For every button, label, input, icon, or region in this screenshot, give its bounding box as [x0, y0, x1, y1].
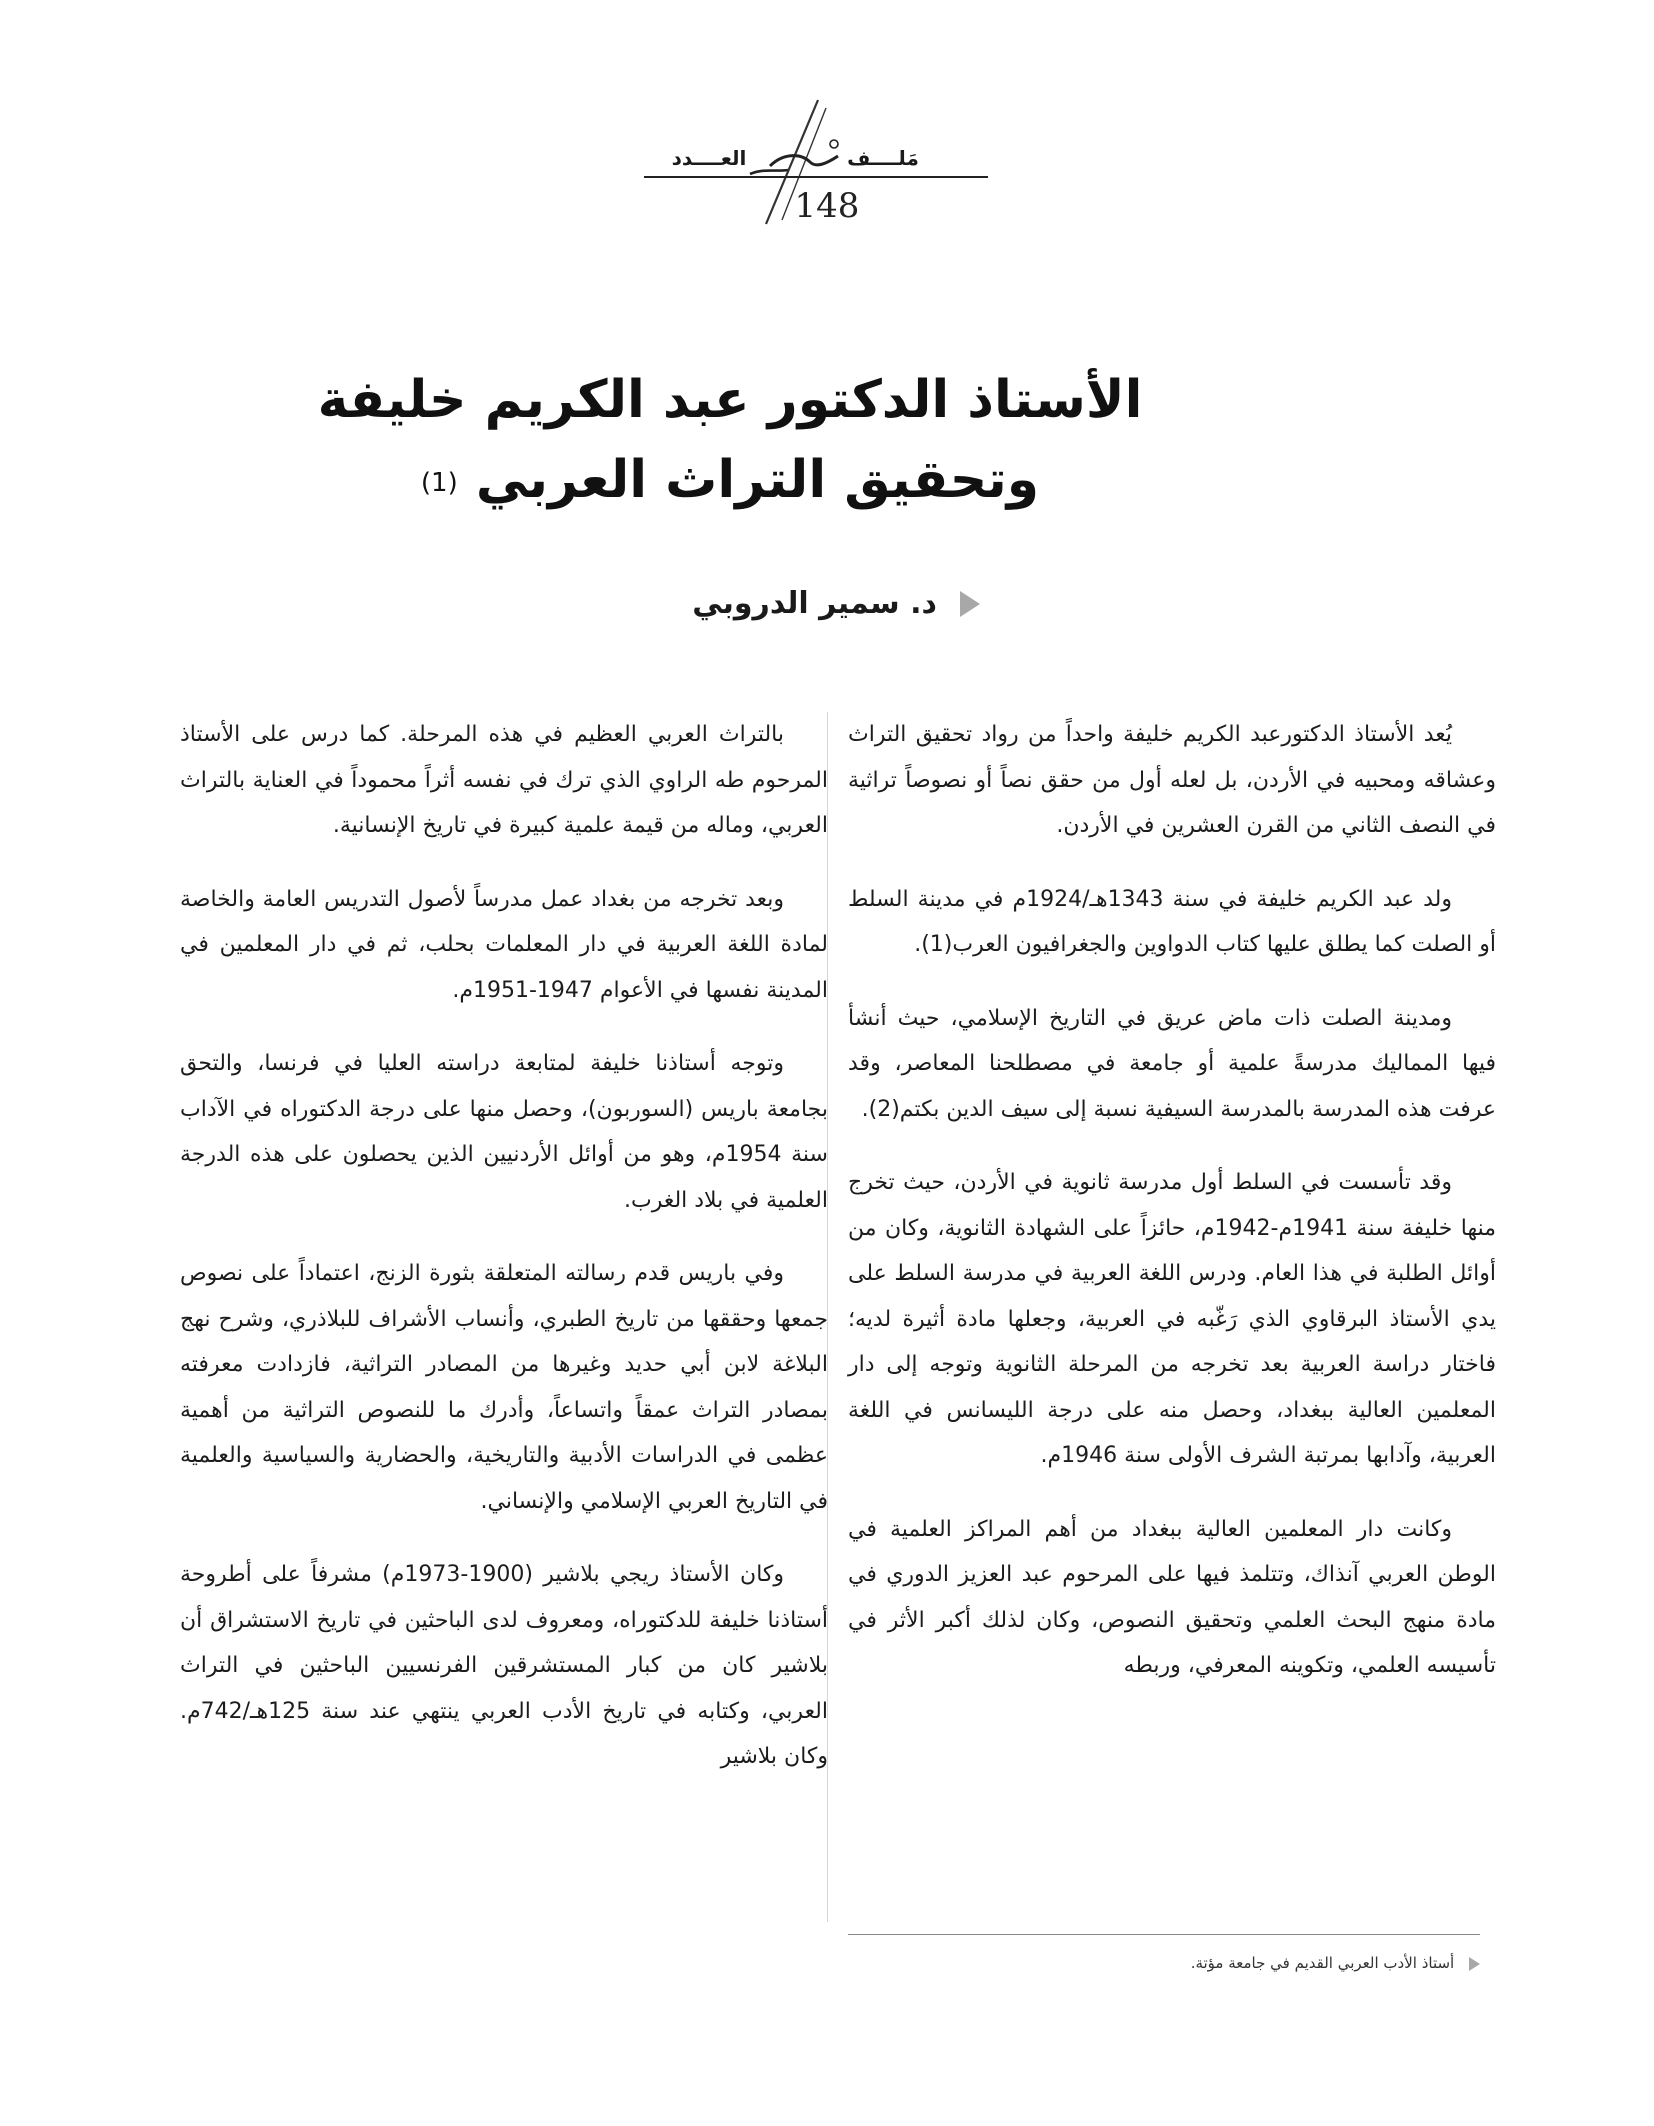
author-byline	[560, 586, 980, 636]
paragraph: وقد تأسست في السلط أول مدرسة ثانوية في الأردن، حيث تخرج منها خليفة سنة 1941م-1942م، حائزاً على الشهادة الثانوية، وكان من أوائل الطلبة في هذا العام. ودرس اللغة العربية في مدرسة السلط على يدي الأستاذ البرقاوي الذي رَغّبه في العربية، وجعلها مادة أثيرة لديه؛ فاختار دراسة العربية بعد تخرجه من المرحلة الثانوية وتوجه إلى دار المعلمين العالية ببغداد، وحصل منه على درجة الليسانس في اللغة العربية، وآدابها بمرتبة الشرف الأولى سنة 1946م.	[848, 1170, 1497, 1468]
page-number: 148	[794, 186, 860, 226]
title-line-2	[280, 440, 1180, 523]
paragraph: وكان الأستاذ ريجي بلاشير (1900-1973م) مشرفاً على أطروحة أستاذنا خليفة للدكتوراه، ومعروف لدى الباحثين في تاريخ الاستشراق أن بلاشير كان من كبار المستشرقين الفرنسيين الباحثين في التراث العربي، وكتابه في تاريخ الأدب العربي ينتهي عند سنة 125هـ/742م. وكان بلاشير	[180, 1562, 828, 1769]
author-name: د. سمير الدروبي	[692, 586, 937, 621]
section-label-file: مَلــــف	[847, 146, 919, 170]
header-rule	[644, 176, 988, 178]
left-column	[180, 712, 828, 1808]
paragraph: يُعد الأستاذ الدكتورعبد الكريم خليفة واحداً من رواد تحقيق التراث وعشاقه ومحبيه في الأردن، بل لعله أول من حقق نصاً أو نصوصاً تراثية في النصف الثاني من القرن العشرين في الأردن.	[848, 722, 1496, 838]
paragraph: بالتراث العربي العظيم في هذه المرحلة. كما درس على الأستاذ المرحوم طه الراوي الذي ترك في نفسه أثراً محموداً في العناية بالتراث العربي، وماله من قيمة علمية كبيرة في تاريخ الإنسانية.	[180, 722, 828, 838]
paragraph: ولد عبد الكريم خليفة في سنة 1343هـ/1924م في مدينة السلط أو الصلت كما يطلق عليها كتاب الدواوين والجغرافيون العرب(1).	[848, 886, 1496, 957]
section-label-issue: العــــدد	[671, 146, 747, 170]
running-header	[0, 0, 1654, 240]
paragraph: وتوجه أستاذنا خليفة لمتابعة دراسته العليا في فرنسا، والتحق بجامعة باريس (السوربون)، وحصل منها على درجة الدكتوراه في الآداب سنة 1954م، وهو من أوائل الأردنيين الذين يحصلون على هذه الدرجة العلمية في بلاد الغرب.	[180, 1051, 828, 1213]
right-column	[848, 712, 1496, 1717]
title-line-2-text: وتحقيق التراث العربي	[475, 450, 1040, 510]
article-title	[280, 360, 1180, 523]
paragraph: وبعد تخرجه من بغداد عمل مدرساً لأصول التدريس العامة والخاصة لمادة اللغة العربية في دار المعلمات بحلب، ثم في دار المعلمين في المدينة نفسها في الأعوام 1947-1951م.	[180, 886, 828, 1003]
paragraph: وكانت دار المعلمين العالية ببغداد من أهم المراكز العلمية في الوطن العربي آنذاك، وتتلمذ فيها على المرحوم عبد العزيز الدوري في مادة منهج البحث العلمي وتحقيق النصوص، وكان لذلك أكبر الأثر في تأسيسه العلمي، وتكوينه المعرفي، وربطه	[848, 1516, 1496, 1678]
footnote-text: أستاذ الأدب العربي القديم في جامعة مؤتة.	[1190, 1954, 1455, 1972]
byline-arrow-icon	[960, 591, 980, 617]
title-line-1: الأستاذ الدكتور عبد الكريم خليفة	[317, 370, 1143, 430]
author-footnote	[848, 1954, 1480, 1972]
footnote-arrow-icon	[1469, 1957, 1480, 1971]
title-footnote-ref: (1)	[420, 468, 458, 498]
paragraph: وفي باريس قدم رسالته المتعلقة بثورة الزنج، اعتماداً على نصوص جمعها وحققها من تاريخ الطبري، وأنساب الأشراف للبلاذري، وشرح نهج البلاغة لابن أبي حديد وغيرها من المصادر التراثية، فازدادت معرفته بمصادر التراث عمقاً واتساعاً، وأدرك ما للنصوص التراثية من أهمية عظمى في الدراسات الأدبية والتاريخية، والحضارية والسياسية والعلمية في التاريخ العربي الإسلامي والإنساني.	[180, 1261, 828, 1514]
paragraph: ومدينة الصلت ذات ماض عريق في التاريخ الإسلامي، حيث أنشأ فيها المماليك مدرسةً علمية أو جامعة في مصطلحنا المعاصر، وقد عرفت هذه المدرسة بالمدرسة السيفية نسبة إلى سيف الدين بكتم(2).	[848, 1005, 1496, 1122]
footnote-rule	[848, 1934, 1480, 1935]
